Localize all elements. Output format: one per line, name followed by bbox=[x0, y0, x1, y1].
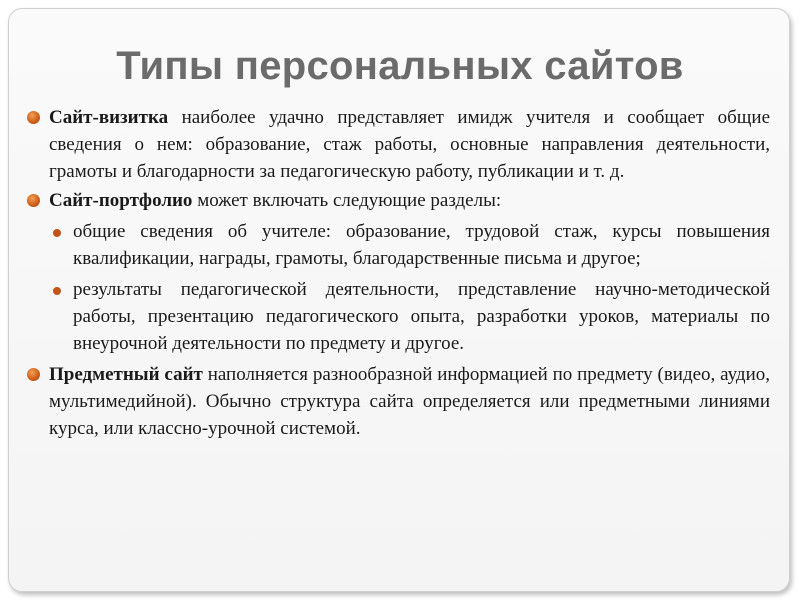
sub-item-text: общие сведения об учителе: образование, трудовой стаж, курсы повышения квалификации, награды, грамоты, благодарственные письма и другое; bbox=[73, 221, 770, 269]
item-text: наполняется разнообразной информацией по предмету (видео, аудио, мультимедийной). Обычно структура сайта определяется или предметными линиями курса, или классно-урочной системой. bbox=[49, 364, 770, 439]
list-item-portfolio bbox=[25, 187, 770, 214]
sub-bullet-icon bbox=[53, 287, 61, 295]
list-item-subject-site bbox=[25, 361, 770, 442]
slide-content bbox=[25, 104, 770, 442]
sub-list-item bbox=[25, 276, 770, 357]
list-item-site-card bbox=[25, 104, 770, 185]
item-text: может включать следующие разделы: bbox=[192, 190, 502, 211]
bullet-icon bbox=[27, 194, 40, 207]
item-text: наиболее удачно представляет имидж учителя и сообщает общие сведения о нем: образование, стаж работы, основные направления деятельности, грамоты и благодарности за педагогическую работу, публикации и т. д. bbox=[49, 107, 770, 182]
sub-item-text: результаты педагогической деятельности, представление научно-методической работы, презентацию педагогического опыта, разработки уроков, материалы по внеурочной деятельности по предмету и другое. bbox=[73, 279, 770, 354]
sub-bullet-icon bbox=[53, 229, 61, 237]
bullet-icon bbox=[27, 368, 40, 381]
bullet-icon bbox=[27, 111, 40, 124]
sub-list-item bbox=[25, 218, 770, 272]
item-term: Сайт-визитка bbox=[49, 107, 169, 128]
item-term: Сайт-портфолио bbox=[49, 190, 193, 211]
slide-title: Типы персональных сайтов bbox=[116, 44, 684, 88]
item-term: Предметный сайт bbox=[49, 364, 203, 385]
